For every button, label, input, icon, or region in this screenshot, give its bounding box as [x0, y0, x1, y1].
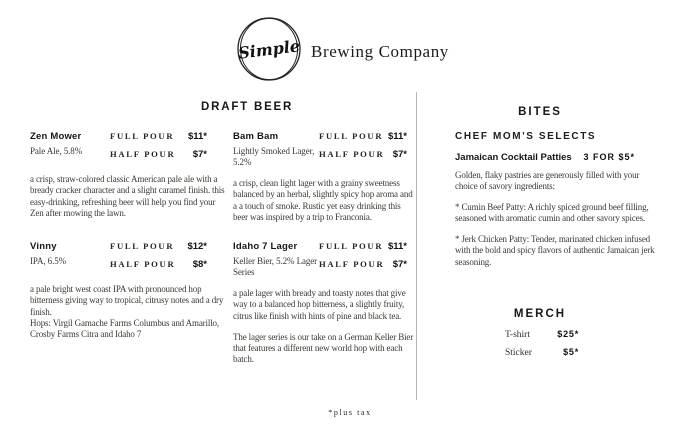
beer-description: a crisp, clean light lager with a grainy sweetness balanced by an herbal, slightly spicy hop aroma and a a touch of smoke. Rustic yet easy drinking this beer was inspired by a trip to Franconia.	[233, 178, 413, 222]
half-pour-label: HALF POUR	[110, 149, 176, 159]
beer-item-vinny	[30, 240, 230, 340]
bites-heading: BITES	[518, 106, 562, 118]
beer-header	[30, 240, 230, 276]
full-pour-price: $12*	[187, 241, 207, 252]
full-pour-price: $11*	[387, 241, 407, 252]
full-pour-price: $11*	[387, 131, 407, 142]
beer-item-zen-mower	[30, 130, 230, 219]
beer-hops-note: Hops: Virgil Gamache Farms Columbus and Amarillo, Crosby Farms Citra and Idaho 7	[30, 317, 220, 340]
full-pour-row	[110, 240, 207, 253]
full-pour-row	[319, 130, 407, 143]
beer-style: Keller Bier, 5.2% Lager Series	[233, 256, 318, 277]
draft-beer-heading: DRAFT BEER	[201, 101, 294, 113]
brewery-logo	[235, 15, 303, 83]
half-pour-price: $7*	[192, 149, 207, 160]
full-pour-label: FULL POUR	[110, 241, 175, 251]
merch-list	[505, 329, 579, 365]
beer-description: a pale lager with bready and toasty notes that give way to a balanced hop bitterness, a slightly fruity, citrus like finish with hints of pine and black tea.	[233, 288, 406, 321]
beer-description: a crisp, straw-colored classic American pale ale with a bready cracker character and a slight caramel finish. this easy-drinking, refreshing beer will help you find your Zen after mowing the lawn.	[30, 174, 225, 218]
full-pour-label: FULL POUR	[110, 131, 175, 141]
beer-prices	[319, 240, 407, 276]
half-pour-row	[110, 148, 207, 161]
full-pour-label: FULL POUR	[319, 131, 384, 141]
beer-identity	[30, 130, 110, 157]
merch-item-name: Sticker	[505, 348, 532, 358]
beer-name: Idaho 7 Lager	[233, 241, 298, 252]
svg-text:Simple: Simple	[237, 36, 301, 63]
logo-circle-icon	[235, 15, 303, 83]
full-pour-label: FULL POUR	[319, 241, 384, 251]
beer-style: Pale Ale, 5.8%	[30, 146, 83, 156]
chef-moms-selects-heading: CHEF MOM'S SELECTS	[455, 131, 597, 142]
half-pour-row	[110, 258, 207, 271]
beer-prices	[319, 130, 407, 166]
beer-item-bam-bam	[233, 130, 415, 223]
beer-header	[30, 130, 230, 166]
beer-name: Bam Bam	[233, 131, 279, 142]
half-pour-price: $7*	[392, 259, 407, 270]
beer-prices	[110, 130, 207, 166]
bites-item-row	[455, 152, 635, 163]
bites-intro: Golden, flaky pastries are generously filled with your choice of savory ingredients:	[455, 170, 640, 192]
beer-style: IPA, 6.5%	[30, 256, 67, 266]
beer-prices	[110, 240, 207, 276]
vertical-divider	[416, 92, 417, 400]
beer-name: Zen Mower	[30, 131, 82, 142]
full-pour-row	[110, 130, 207, 143]
beer-identity	[233, 130, 319, 168]
plus-tax-footnote: *plus tax	[328, 408, 372, 417]
half-pour-row	[319, 148, 407, 161]
beer-identity	[30, 240, 110, 267]
merch-row-tshirt	[505, 329, 579, 340]
beer-header	[233, 130, 415, 170]
beer-series-note: The lager series is our take on a German Keller Bier that features a different new world hop with each batch.	[233, 331, 414, 365]
bites-body	[455, 170, 660, 278]
half-pour-label: HALF POUR	[319, 259, 385, 269]
beer-item-idaho-7-lager	[233, 240, 415, 366]
beer-description: a pale bright west coast IPA with pronounced hop bitterness giving way to tropical, citrusy notes and a dry finish.	[30, 284, 224, 317]
full-pour-row	[319, 240, 407, 253]
bites-item-name: Jamaican Cocktail Patties	[455, 152, 572, 163]
half-pour-price: $7*	[392, 149, 407, 160]
half-pour-price: $8*	[192, 259, 207, 270]
bites-option-cumin-beef: * Cumin Beef Patty: A richly spiced ground beef filling, seasoned with aromatic cumin and other savory spices.	[455, 201, 649, 223]
beer-style: Lightly Smoked Lager, 5.2%	[233, 146, 315, 167]
beer-header	[233, 240, 415, 280]
half-pour-row	[319, 258, 407, 271]
merch-item-price: $25*	[557, 329, 579, 339]
merch-heading: MERCH	[513, 308, 567, 320]
bites-item-price: 3 FOR $5*	[583, 152, 635, 162]
merch-item-price: $5*	[563, 347, 579, 357]
half-pour-label: HALF POUR	[110, 259, 176, 269]
merch-item-name: T-shirt	[505, 330, 530, 340]
beer-name: Vinny	[30, 241, 57, 252]
beer-identity	[233, 240, 319, 278]
merch-row-sticker	[505, 347, 579, 358]
half-pour-label: HALF POUR	[319, 149, 385, 159]
company-name: Brewing Company	[311, 42, 449, 61]
full-pour-price: $11*	[187, 131, 207, 142]
bites-option-jerk-chicken: * Jerk Chicken Patty: Tender, marinated chicken infused with the bold and spicy flavors of authentic Jamaican jerk seasoning.	[455, 234, 655, 267]
